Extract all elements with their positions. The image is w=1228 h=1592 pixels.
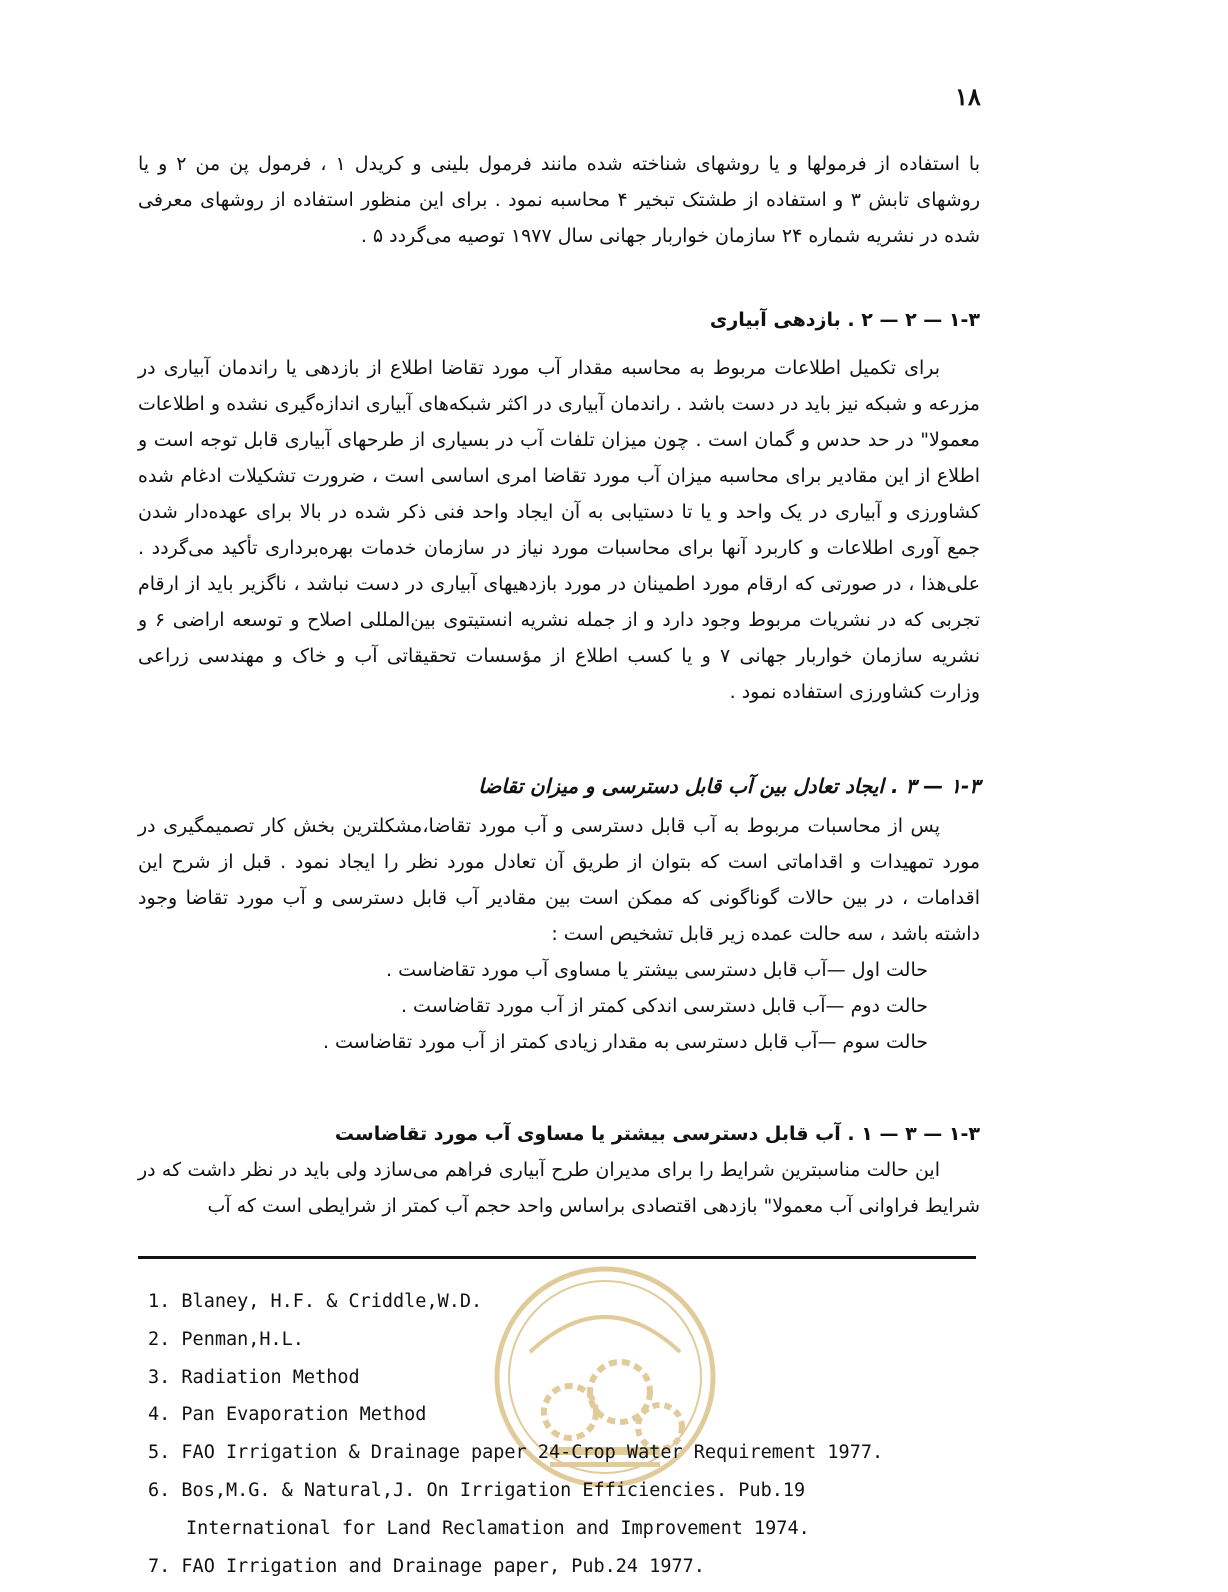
paragraph-evapotranspiration-methods — [138, 146, 980, 254]
footnote-item: 7. FAO Irrigation and Drainage paper, Pub.24 1977. — [148, 1555, 705, 1577]
footnote-item: 6. Bos,M.G. & Natural,J. On Irrigation Efficiencies. Pub.19 — [148, 1479, 806, 1501]
paragraph-text: این حالت مناسبترین شرایط را برای مدیران طرح آبیاری فراهم می‌سازد ولی باید در نظر داشت که در شرایط فراوانی آب معمولا" بازدهی اقتصادی براساس واحد حجم آب کمتر از شرایطی است که آب — [138, 1159, 980, 1217]
section-heading: ۱-۳ — ۳ . ایجاد تعادل بین آب قابل دسترسی و میزان تقاضا — [478, 774, 980, 798]
section-case-one — [138, 1116, 980, 1152]
footnotes — [148, 1283, 1008, 1585]
footnote-item: 5. FAO Irrigation & Drainage paper 24-Crop Water Requirement 1977. — [148, 1442, 884, 1464]
case-item: حالت دوم —آب قابل دسترسی اندکی کمتر از آب مورد تقاضاست . — [400, 995, 928, 1017]
section-heading: ۱-۳ — ۲ — ۲ . بازدهی آبیاری — [709, 309, 980, 331]
footnote-item: 3. Radiation Method — [148, 1366, 360, 1388]
paragraph-case-one — [138, 1152, 980, 1224]
footnote-item: 1. Blaney, H.F. & Criddle,W.D. — [148, 1291, 483, 1312]
case-item: حالت سوم —آب قابل دسترسی به مقدار زیادی کمتر از آب مورد تقاضاست . — [322, 1031, 928, 1053]
footnote-divider — [138, 1256, 976, 1259]
paragraph-text: برای تکمیل اطلاعات مربوط به محاسبه مقدار آب مورد تقاضا اطلاع از بازدهی یا راندمان آبیاری در مزرعه و شبکه نیز باید در دست باشد . راندمان آبیاری در اکثر شبکه‌های آبیاری اندازه‌گیری نشده و اطلاعات معمولا" در حد حدس و گمان است . چون میزان تلفات آب در بسیاری از طرحهای آبیاری قابل توجه است و اطلاع از این مقادیر برای محاسبه میزان آب مورد تقاضا امری اساسی است ، ضرورت تشکیلات ادغام شده کشاورزی و آبیاری در یک واحد و یا تا دستیابی به آن ایجاد واحد فنی ذکر شده در بالا برای عهده‌دار شدن جمع آوری اطلاعات و کاربرد آنها برای محاسبات مورد نیاز در سازمان خدمات بهره‌برداری تأکید می‌گردد . علی‌هذا ، در صورتی که ارقام مورد اطمینان در مورد بازدهیهای آبیاری در دست نباشد ، ناگزیر باید از ارقام تجربی که در نشریات مربوط وجود دارد و از جمله نشریه انستیتوی بین‌المللی اصلاح و توسعه اراضی ۶ و نشریه سازمان خواربار جهانی ۷ و یا کسب اطلاع از مؤسسات تحقیقاتی آب و خاک و مهندسی زراعی وزارت کشاورزی استفاده نمود . — [138, 357, 981, 703]
footnote-continuation: International for Land Reclamation and Improvement 1974. — [186, 1517, 810, 1539]
page-number: ۱۸ — [955, 82, 981, 111]
section-irrigation-efficiency — [138, 302, 980, 338]
footnote-item: 2. Penman,H.L. — [148, 1328, 304, 1350]
paragraph-irrigation-efficiency — [138, 350, 980, 710]
section-balance — [138, 768, 980, 804]
paragraph-text: پس از محاسبات مربوط به آب قابل دسترسی و آب مورد تقاضا،مشکلترین بخش کار تصمیمگیری در مورد تمهیدات و اقداماتی است که بتوان از طریق آن تعادل مورد نظر را ایجاد نمود . قبل از شرح این اقدامات ، در بین حالات گوناگونی که ممکن است بین مقادیر آب قابل دسترسی و آب مورد تقاضا وجود داشته باشد ، سه حالت عمده زیر قابل تشخیص است : — [138, 815, 980, 945]
paragraph-balance — [138, 808, 980, 1060]
case-item: حالت اول —آب قابل دسترسی بیشتر یا مساوی آب مورد تقاضاست . — [386, 959, 928, 981]
footnote-item: 4. Pan Evaporation Method — [148, 1404, 427, 1426]
paragraph-text: با استفاده از فرمولها و یا روشهای شناخته شده مانند فرمول بلینی و کریدل ۱ ، فرمول پن من ۲ و یا روشهای تابش ۳ و استفاده از طشتک تبخیر ۴ محاسبه نمود . برای این منظور استفاده از روشهای معرفی شده در نشریه شماره ۲۴ سازمان خواربار جهانی سال ۱۹۷۷ توصیه می‌گردد ۵ . — [138, 153, 981, 247]
section-heading: ۱-۳ — ۳ — ۱ . آب قابل دسترسی بیشتر یا مساوی آب مورد تقاضاست — [334, 1123, 980, 1145]
